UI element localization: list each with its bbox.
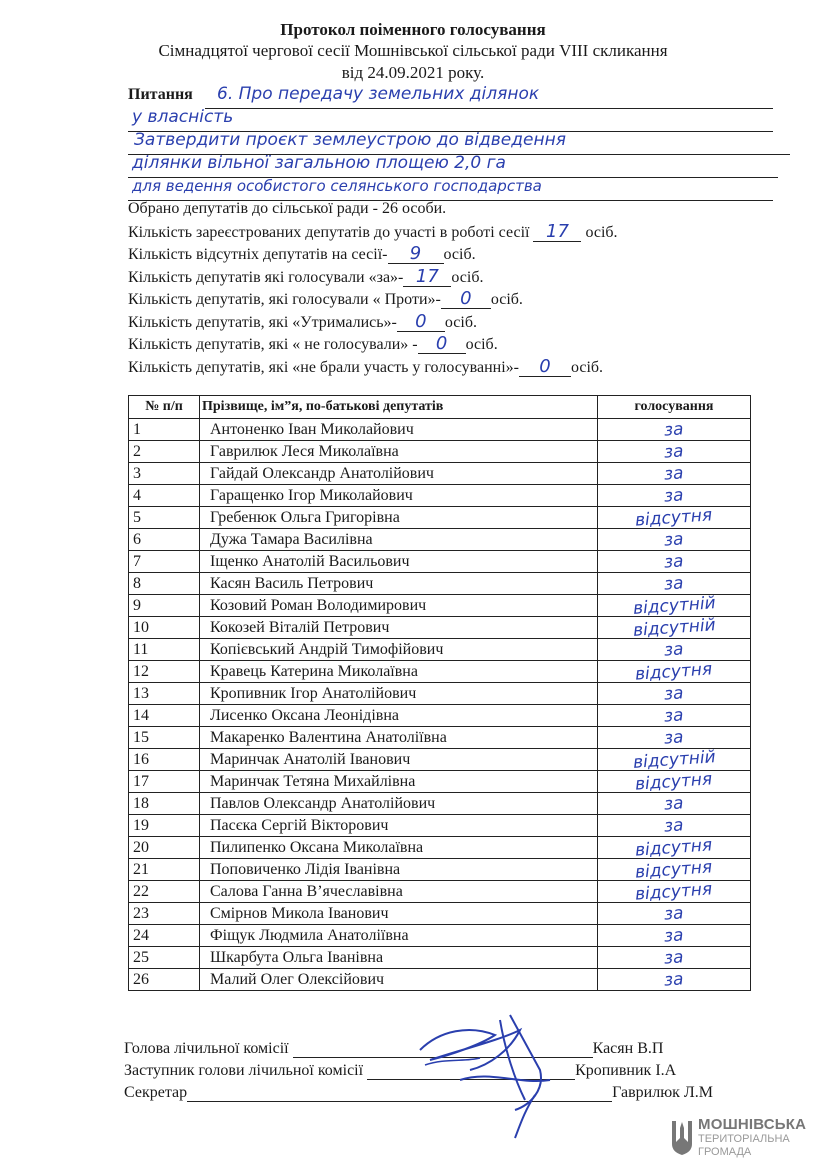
- question-handwriting: Затвердити проєкт землеустрою до відведення: [134, 130, 566, 150]
- vote-cell: [598, 768, 751, 795]
- vote-cell: [598, 441, 751, 463]
- deputy-name: Копієвський Андрій Тимофійович: [200, 639, 598, 661]
- table-row: [129, 595, 751, 617]
- deputy-name: Шкарбута Ольга Іванівна: [200, 947, 598, 969]
- vote-handwriting: за: [663, 418, 685, 441]
- table-row: [129, 749, 751, 771]
- table-row: [129, 837, 751, 859]
- deputy-name: Гаращенко Ігор Миколайович: [200, 485, 598, 507]
- vote-handwriting: відсутній: [632, 746, 716, 773]
- vote-handwriting: за: [663, 638, 685, 661]
- row-number: 17: [129, 771, 200, 793]
- row-number: 14: [129, 705, 200, 727]
- secretary-name: Гаврилюк Л.М: [612, 1084, 713, 1101]
- logo-text-sub: ТЕРИТОРІАЛЬНА: [698, 1133, 790, 1145]
- vote-handwriting: відсутня: [634, 504, 714, 531]
- vote-handwriting: відсутня: [634, 768, 714, 795]
- question-label: Питання: [128, 86, 193, 103]
- question-handwriting: ділянки вільної загальною площею 2,0 га: [132, 153, 506, 173]
- elected-text: Обрано депутатів до сільської ради - 26 особи.: [128, 200, 447, 217]
- chair-label: Голова лічильної комісії: [124, 1040, 289, 1057]
- question-handwriting: для ведення особистого селянського господарства: [132, 177, 542, 195]
- row-number: 18: [129, 793, 200, 815]
- question-line-3: [128, 130, 790, 155]
- row-number: 8: [129, 573, 200, 595]
- abstained-count: [128, 313, 477, 332]
- table-row: [129, 815, 751, 837]
- absent-label: Кількість відсутніх депутатів на сесії-: [128, 246, 388, 263]
- deputy-name: Поповиченко Лідія Іванівна: [200, 859, 598, 881]
- vote-handwriting: за: [663, 440, 685, 463]
- deputy-name: Маринчак Анатолій Іванович: [200, 749, 598, 771]
- row-number: 9: [129, 595, 200, 617]
- vote-cell: [598, 463, 751, 485]
- table-row: [129, 507, 751, 529]
- question-line-5: [128, 176, 773, 201]
- vote-cell: [598, 903, 751, 925]
- vote-handwriting: за: [663, 792, 685, 815]
- vote-handwriting: за: [663, 682, 685, 705]
- question-handwriting: у власність: [132, 107, 234, 127]
- document-date: від 24.09.2021 року.: [341, 63, 485, 82]
- vote-cell: [598, 947, 751, 969]
- deputy-name: Кропивник Ігор Анатолійович: [200, 683, 598, 705]
- row-number: 22: [129, 881, 200, 903]
- row-number: 16: [129, 749, 200, 771]
- vote-handwriting: відсутня: [634, 878, 714, 905]
- community-logo: [668, 1116, 808, 1160]
- document-subtitle: Сімнадцятої чергової сесії Мошнівської сільської ради VIII скликання: [158, 41, 668, 60]
- unit-label: осіб.: [444, 314, 477, 331]
- table-row: [129, 727, 751, 749]
- not-participated-value: 0: [519, 358, 571, 377]
- row-number: 25: [129, 947, 200, 969]
- vote-handwriting: відсутній: [632, 614, 716, 641]
- deputy-name: Фіщук Людмила Анатоліївна: [200, 925, 598, 947]
- table-row: [129, 705, 751, 727]
- absent-count: [128, 245, 476, 264]
- table-row: [129, 903, 751, 925]
- row-number: 24: [129, 925, 200, 947]
- vote-cell: [598, 683, 751, 705]
- for-value: 17: [403, 268, 451, 287]
- row-number: 3: [129, 463, 200, 485]
- not-voted-value: 0: [418, 335, 466, 354]
- deputy-name: Малий Олег Олексійович: [200, 969, 598, 991]
- row-number: 10: [129, 617, 200, 639]
- table-row: [129, 661, 751, 683]
- deputy-label: Заступник голови лічильної комісії: [124, 1062, 364, 1079]
- table-row: [129, 947, 751, 969]
- table-row: [129, 463, 751, 485]
- table-header-row: [129, 396, 751, 419]
- row-number: 21: [129, 859, 200, 881]
- vote-cell: [598, 592, 751, 619]
- vote-cell: [598, 834, 751, 861]
- vote-cell: [598, 485, 751, 507]
- deputy-name: Пилипенко Оксана Миколаївна: [200, 837, 598, 859]
- row-number: 6: [129, 529, 200, 551]
- row-number: 15: [129, 727, 200, 749]
- chair-name: Касян В.П: [592, 1040, 664, 1057]
- table-row: [129, 881, 751, 903]
- question-line-4: [128, 153, 778, 178]
- deputy-name: Кокозей Віталій Петрович: [200, 617, 598, 639]
- logo-text-sub: ГРОМАДА: [698, 1146, 752, 1158]
- table-body: [129, 419, 751, 991]
- against-value: 0: [441, 290, 491, 309]
- unit-label: осіб.: [490, 291, 523, 308]
- deputy-name: Гаврилюк Леся Миколаївна: [200, 441, 598, 463]
- logo-text-main: МОШНІВСЬКА: [698, 1116, 807, 1133]
- row-number: 11: [129, 639, 200, 661]
- vote-cell: [598, 925, 751, 947]
- vote-handwriting: відсутня: [634, 834, 714, 861]
- vote-cell: [598, 614, 751, 641]
- deputy-name: Гребенюк Ольга Григорівна: [200, 507, 598, 529]
- table-row: [129, 551, 751, 573]
- row-number: 12: [129, 661, 200, 683]
- deputy-name: Антоненко Іван Миколайович: [200, 419, 598, 441]
- deputy-name: Салова Ганна В’ячеславівна: [200, 881, 598, 903]
- column-header-number: № п/п: [129, 396, 200, 419]
- table-row: [129, 419, 751, 441]
- table-row: [129, 925, 751, 947]
- table-row: [129, 859, 751, 881]
- against-label: Кількість депутатів, які голосували « Проти»-: [128, 291, 441, 308]
- for-label: Кількість депутатів які голосували «за»-: [128, 269, 404, 286]
- deputy-name: Касян Василь Петрович: [200, 573, 598, 595]
- table-row: [129, 683, 751, 705]
- row-number: 20: [129, 837, 200, 859]
- table-row: [129, 573, 751, 595]
- deputy-name: Маринчак Тетяна Михайлівна: [200, 771, 598, 793]
- column-header-vote: голосування: [598, 396, 751, 419]
- unit-label: осіб.: [465, 336, 498, 353]
- vote-handwriting: відсутня: [634, 658, 714, 685]
- deputy-name: Пасєка Сергій Вікторович: [200, 815, 598, 837]
- vote-handwriting: за: [663, 462, 685, 485]
- deputy-name: Дужа Тамара Василівна: [200, 529, 598, 551]
- vote-cell: [598, 746, 751, 773]
- vote-handwriting: за: [663, 968, 685, 991]
- vote-handwriting: за: [663, 946, 685, 969]
- unit-label: осіб.: [570, 359, 604, 376]
- column-header-name: Прізвище, ім”я, по-батькові депутатів: [200, 396, 598, 419]
- elected-count: [128, 200, 446, 218]
- abstained-value: 0: [397, 313, 445, 332]
- not-voted-label: Кількість депутатів, які « не голосували» -: [128, 336, 418, 353]
- table-row: [129, 441, 751, 463]
- row-number: 2: [129, 441, 200, 463]
- abstained-label: Кількість депутатів, які «Утримались»-: [128, 314, 397, 331]
- vote-handwriting: за: [663, 572, 685, 595]
- chair-signature-line: [124, 1040, 663, 1058]
- row-number: 19: [129, 815, 200, 837]
- row-number: 7: [129, 551, 200, 573]
- row-number: 23: [129, 903, 200, 925]
- vote-handwriting: відсутній: [632, 592, 716, 619]
- question-handwriting: 6. Про передачу земельних ділянок: [217, 84, 540, 104]
- vote-cell: [598, 658, 751, 685]
- deputy-name: Іщенко Анатолій Васильович: [200, 551, 598, 573]
- secretary-label: Секретар: [124, 1084, 188, 1101]
- row-number: 4: [129, 485, 200, 507]
- vote-cell: [598, 727, 751, 749]
- table-row: [129, 793, 751, 815]
- vote-handwriting: за: [663, 704, 685, 727]
- vote-handwriting: за: [663, 484, 685, 507]
- vote-cell: [598, 705, 751, 727]
- table-row: [129, 969, 751, 991]
- row-number: 13: [129, 683, 200, 705]
- vote-cell: [598, 573, 751, 595]
- votes-table: [128, 395, 751, 991]
- question-line-1: [205, 84, 773, 109]
- vote-cell: [598, 551, 751, 573]
- unit-label: осіб.: [585, 224, 618, 241]
- unit-label: осіб.: [451, 269, 484, 286]
- trident-icon: [668, 1118, 696, 1158]
- registered-value: 17: [533, 223, 581, 242]
- registered-label: Кількість зареєстрованих депутатів до участі в роботі сесії: [128, 224, 530, 241]
- deputy-name: Козовий Роман Володимирович: [200, 595, 598, 617]
- vote-cell: [598, 529, 751, 551]
- vote-handwriting: відсутня: [634, 856, 714, 883]
- row-number: 1: [129, 419, 200, 441]
- table-row: [129, 639, 751, 661]
- vote-handwriting: за: [663, 550, 685, 573]
- vote-handwriting: за: [663, 902, 685, 925]
- vote-cell: [598, 639, 751, 661]
- deputy-name: Смірнов Микола Іванович: [200, 903, 598, 925]
- for-count: [128, 268, 483, 287]
- vote-cell: [598, 969, 751, 991]
- table-row: [129, 485, 751, 507]
- document-title: Протокол поіменного голосування: [280, 20, 546, 39]
- unit-label: осіб.: [443, 246, 476, 263]
- row-number: 26: [129, 969, 200, 991]
- not-participated-count: [128, 358, 603, 377]
- deputy-name: Макаренко Валентина Анатоліївна: [200, 727, 598, 749]
- vote-cell: [598, 878, 751, 905]
- vote-handwriting: за: [663, 924, 685, 947]
- question-line-2: [128, 107, 773, 132]
- deputy-name: Кропивник І.А: [575, 1062, 677, 1079]
- table-row: [129, 771, 751, 793]
- not-voted-count: [128, 335, 498, 354]
- vote-handwriting: за: [663, 814, 685, 837]
- handwritten-signature: [400, 1010, 570, 1140]
- not-participated-label: Кількість депутатів, які «не брали участь у голосуванні»-: [128, 359, 519, 376]
- deputy-name: Лисенко Оксана Леонідівна: [200, 705, 598, 727]
- vote-cell: [598, 815, 751, 837]
- against-count: [128, 290, 523, 309]
- vote-handwriting: за: [663, 528, 685, 551]
- vote-cell: [598, 793, 751, 815]
- vote-cell: [598, 856, 751, 883]
- vote-cell: [598, 419, 751, 441]
- registered-count: [128, 223, 618, 242]
- vote-handwriting: за: [663, 726, 685, 749]
- deputy-name: Павлов Олександр Анатолійович: [200, 793, 598, 815]
- table-row: [129, 617, 751, 639]
- vote-cell: [598, 504, 751, 531]
- row-number: 5: [129, 507, 200, 529]
- table-row: [129, 529, 751, 551]
- deputy-name: Гайдай Олександр Анатолійович: [200, 463, 598, 485]
- deputy-name: Кравець Катерина Миколаївна: [200, 661, 598, 683]
- absent-value: 9: [388, 245, 444, 264]
